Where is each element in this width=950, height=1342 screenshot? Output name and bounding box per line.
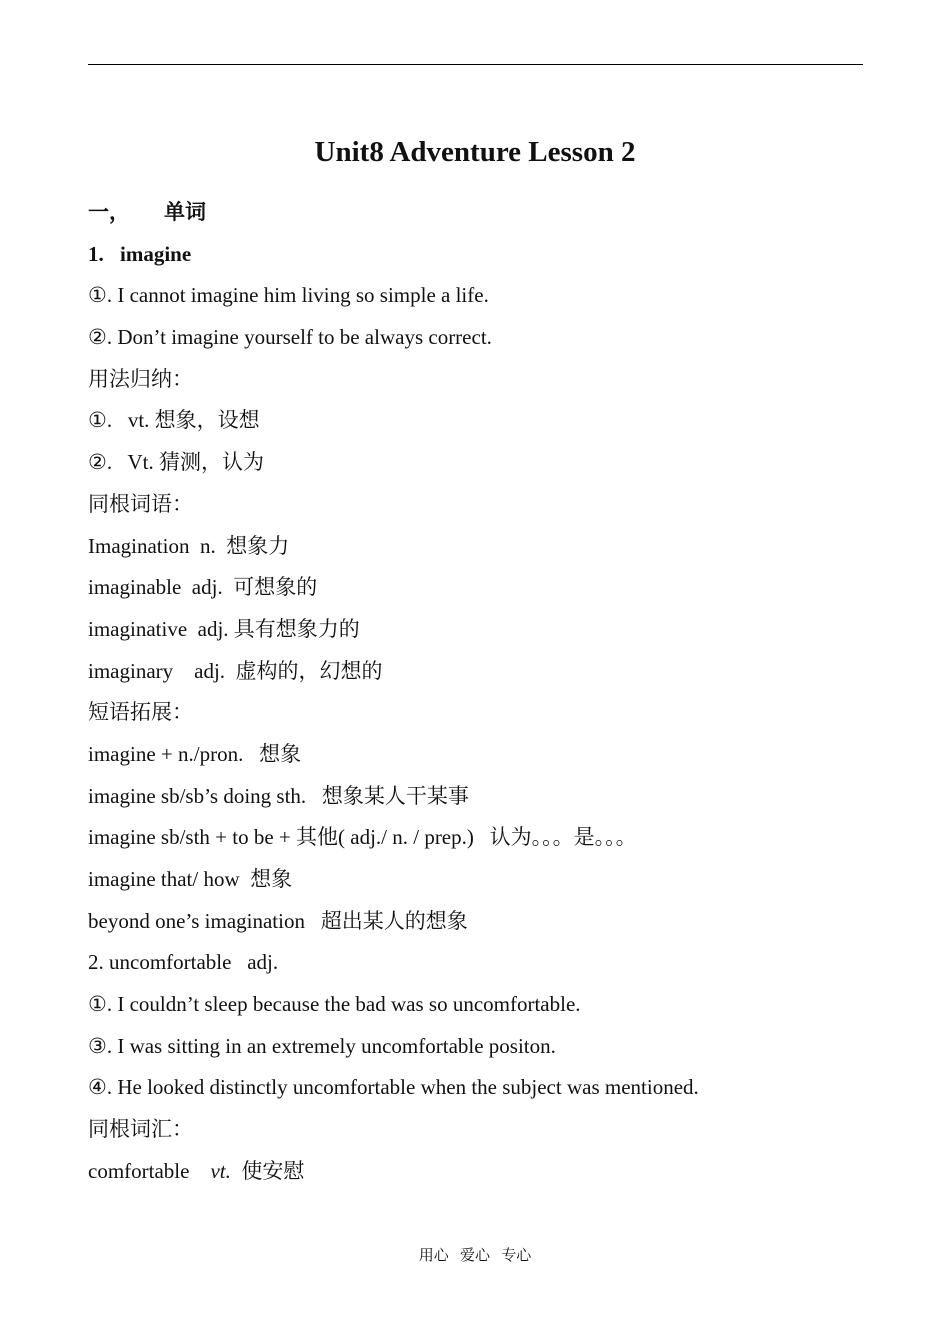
cognate-item: imaginative adj. 具有想象力的 <box>88 616 360 641</box>
phrase-item: imagine sb/sth + to be + 其他( adj./ n. / prep.) 认为。。。是。。。 <box>88 825 637 850</box>
cognate-item: imaginary adj. 虚构的，幻想的 <box>88 658 383 683</box>
cognate-pos: vt. <box>210 1158 231 1183</box>
word-heading: 2. uncomfortable adj. <box>88 950 279 975</box>
usage-item: ②. Vt. 猜测，认为 <box>88 450 264 475</box>
usage-heading: 用法归纳： <box>88 366 193 391</box>
header-rule <box>88 64 863 65</box>
cognate-meaning: 使安慰 <box>241 1158 305 1183</box>
phrase-item: imagine sb/sb’s doing sth. 想象某人干某事 <box>88 783 469 808</box>
example-sentence: ④. He looked distinctly uncomfortable when the subject was mentioned. <box>88 1075 699 1100</box>
cognate-item: Imagination n. 想象力 <box>88 533 290 558</box>
document-body <box>88 192 863 1193</box>
phrase-item: imagine + n./pron. 想象 <box>88 741 302 766</box>
section-number: 一， <box>88 200 130 224</box>
phrase-item: beyond one’s imagination 超出某人的想象 <box>88 908 468 933</box>
example-sentence: ①. I couldn’t sleep because the bad was so uncomfortable. <box>88 992 581 1017</box>
example-sentence: ③. I was sitting in an extremely uncomfortable positon. <box>88 1033 556 1058</box>
word-number: 1. <box>88 241 104 266</box>
word-heading <box>88 234 863 276</box>
cognate-heading: 同根词语： <box>88 491 193 516</box>
document-title: Unit8 Adventure Lesson 2 <box>314 136 636 168</box>
cognate-heading: 同根词汇： <box>88 1117 193 1142</box>
example-sentence: ①. I cannot imagine him living so simple a life. <box>88 283 489 308</box>
cognate-item <box>88 1151 863 1193</box>
usage-item: ①. vt. 想象，设想 <box>88 408 260 433</box>
cognate-item: imaginable adj. 可想象的 <box>88 575 318 600</box>
example-sentence: ②. Don’t imagine yourself to be always correct. <box>88 325 492 350</box>
section-heading <box>88 192 863 234</box>
section-label: 单词 <box>164 200 206 224</box>
phrase-heading: 短语拓展： <box>88 700 193 725</box>
word-term: imagine <box>120 241 192 266</box>
cognate-word: comfortable <box>88 1158 190 1183</box>
phrase-item: imagine that/ how 想象 <box>88 867 293 891</box>
page-footer: 用心 爱心 专心 <box>418 1248 532 1264</box>
